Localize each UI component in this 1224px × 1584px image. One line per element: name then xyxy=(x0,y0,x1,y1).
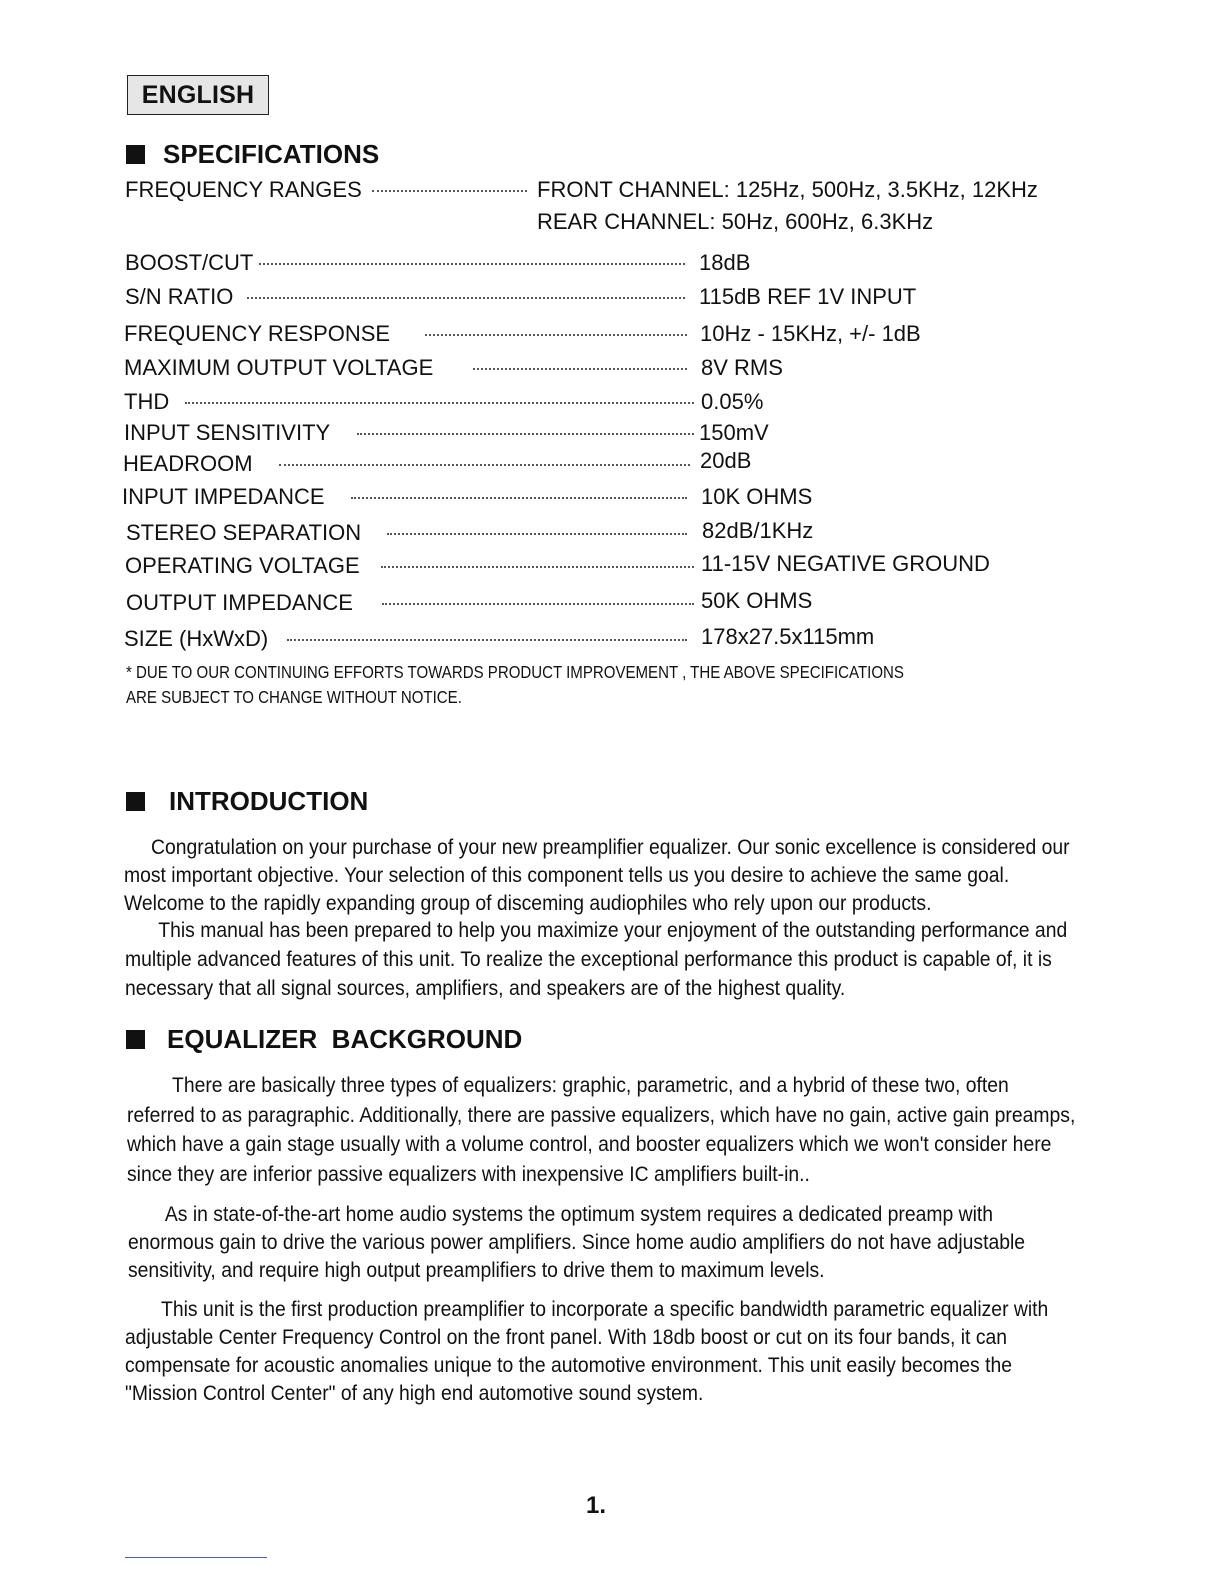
spec-label: INPUT SENSITIVITY xyxy=(124,420,331,445)
spec-label: OPERATING VOLTAGE xyxy=(125,553,360,578)
spec-row xyxy=(0,448,1224,481)
leader-dots xyxy=(279,464,690,466)
equalizer-background-title: EQUALIZER BACKGROUND xyxy=(167,1024,523,1054)
spec-label: FREQUENCY RESPONSE xyxy=(124,321,391,346)
specifications-notice xyxy=(126,660,904,710)
leader-dots xyxy=(351,497,687,499)
spec-row xyxy=(0,420,1224,450)
spec-label: SIZE (HxWxD) xyxy=(124,626,269,651)
spec-row xyxy=(0,626,1224,656)
introduction-paragraph: Congratulation on your purchase of your new preamplifier equalizer. Our sonic excellence is considered our most important objective. Your selection of this component tells us you desire to achieve the same goal. Welcome to the rapidly expanding group of disceming audiophiles who rely upon our products. xyxy=(124,835,1070,915)
spec-label: STEREO SEPARATION xyxy=(126,520,362,545)
leader-dots xyxy=(382,603,694,605)
leader-dots xyxy=(372,190,527,192)
leader-dots xyxy=(425,334,687,336)
spec-value: 10Hz - 15KHz, +/- 1dB xyxy=(700,321,921,346)
spec-label: FREQUENCY RANGES xyxy=(125,177,362,202)
language-badge: ENGLISH xyxy=(127,75,269,115)
spec-row xyxy=(0,321,1224,351)
leader-dots xyxy=(259,263,685,265)
spec-value: 20dB xyxy=(700,448,752,473)
equalizer-paragraph: There are basically three types of equalizers: graphic, parametric, and a hybrid of these two, often referred to as paragraphic. Additionally, there are passive equalizers, which have no gain, active gain preamps, which have a gain stage usually with a volume control, and booster equalizers which we won't consider here since they are inferior passive equalizers with inexpensive IC amplifiers built-in.. xyxy=(127,1073,1076,1186)
equalizer-paragraph: As in state-of-the-art home audio systems the optimum system requires a dedicated preamp with enormous gain to drive the various power amplifiers. Since home audio amplifiers do not have adjustable sensitivity, and require high output preamplifiers to drive them to maximum levels. xyxy=(128,1202,1026,1282)
square-bullet-icon xyxy=(126,1030,145,1049)
spec-value: 150mV xyxy=(699,420,769,445)
spec-label: MAXIMUM OUTPUT VOLTAGE xyxy=(124,355,434,380)
leader-dots xyxy=(387,533,687,535)
spec-value: REAR CHANNEL: 50Hz, 600Hz, 6.3KHz xyxy=(537,209,934,234)
spec-row xyxy=(0,484,1224,514)
leader-dots xyxy=(247,297,685,299)
notice-line: ARE SUBJECT TO CHANGE WITHOUT NOTICE. xyxy=(126,687,462,707)
spec-row xyxy=(0,590,1224,620)
specifications-title: SPECIFICATIONS xyxy=(163,139,380,169)
spec-label: HEADROOM xyxy=(123,451,253,476)
spec-row xyxy=(0,355,1224,385)
spec-value: 18dB xyxy=(699,250,751,275)
spec-row-frequency-ranges xyxy=(0,177,1224,207)
leader-dots xyxy=(185,402,694,404)
specifications-heading xyxy=(126,139,379,170)
square-bullet-icon xyxy=(126,145,145,164)
introduction-title: INTRODUCTION xyxy=(169,786,369,816)
leader-dots xyxy=(473,368,687,370)
page-number: 1. xyxy=(586,1492,607,1519)
spec-label: INPUT IMPEDANCE xyxy=(122,484,325,509)
spec-value: 10K OHMS xyxy=(701,484,813,509)
square-bullet-icon xyxy=(126,792,145,811)
spec-row xyxy=(0,553,1224,583)
spec-row xyxy=(0,284,1224,314)
spec-value: 11-15V NEGATIVE GROUND xyxy=(701,551,990,576)
footer-line xyxy=(125,1557,267,1558)
leader-dots xyxy=(381,566,694,568)
spec-value: 178x27.5x115mm xyxy=(701,624,875,649)
spec-row-rear-channel xyxy=(0,209,1224,239)
spec-label: OUTPUT IMPEDANCE xyxy=(126,590,353,615)
spec-value: 8V RMS xyxy=(701,355,783,380)
spec-value: 0.05% xyxy=(701,389,764,414)
introduction-heading xyxy=(126,786,368,817)
equalizer-background-heading xyxy=(126,1024,522,1055)
notice-line: * DUE TO OUR CONTINUING EFFORTS TOWARDS PRODUCT IMPROVEMENT , THE ABOVE SPECIFICATIONS xyxy=(126,662,904,682)
spec-value: FRONT CHANNEL: 125Hz, 500Hz, 3.5KHz, 12KHz xyxy=(537,177,1038,202)
leader-dots xyxy=(357,433,694,435)
introduction-paragraph: This manual has been prepared to help you maximize your enjoyment of the outstanding performance and multiple advanced features of this unit. To realize the exceptional performance this product is capable of, it is necessary that all signal sources, amplifiers, and speakers are of the highest quality. xyxy=(125,918,1068,1000)
spec-label: S/N RATIO xyxy=(125,284,234,309)
equalizer-paragraph: This unit is the first production preamplifier to incorporate a specific bandwidth parametric equalizer with adjustable Center Frequency Control on the front panel. With 18db boost or cut on its four bands, it can compensate for acoustic anomalies unique to the automotive environment. This unit easily becomes the "Mission Control Center" of any high end automotive sound system. xyxy=(125,1297,1049,1405)
spec-value: 50K OHMS xyxy=(701,588,813,613)
spec-row xyxy=(0,250,1224,280)
spec-row xyxy=(0,520,1224,550)
spec-label: THD xyxy=(124,389,170,414)
spec-value: 82dB/1KHz xyxy=(702,518,814,543)
leader-dots xyxy=(287,639,687,641)
spec-label: BOOST/CUT xyxy=(125,250,254,275)
spec-row xyxy=(0,389,1224,419)
spec-value: 115dB REF 1V INPUT xyxy=(699,284,917,309)
